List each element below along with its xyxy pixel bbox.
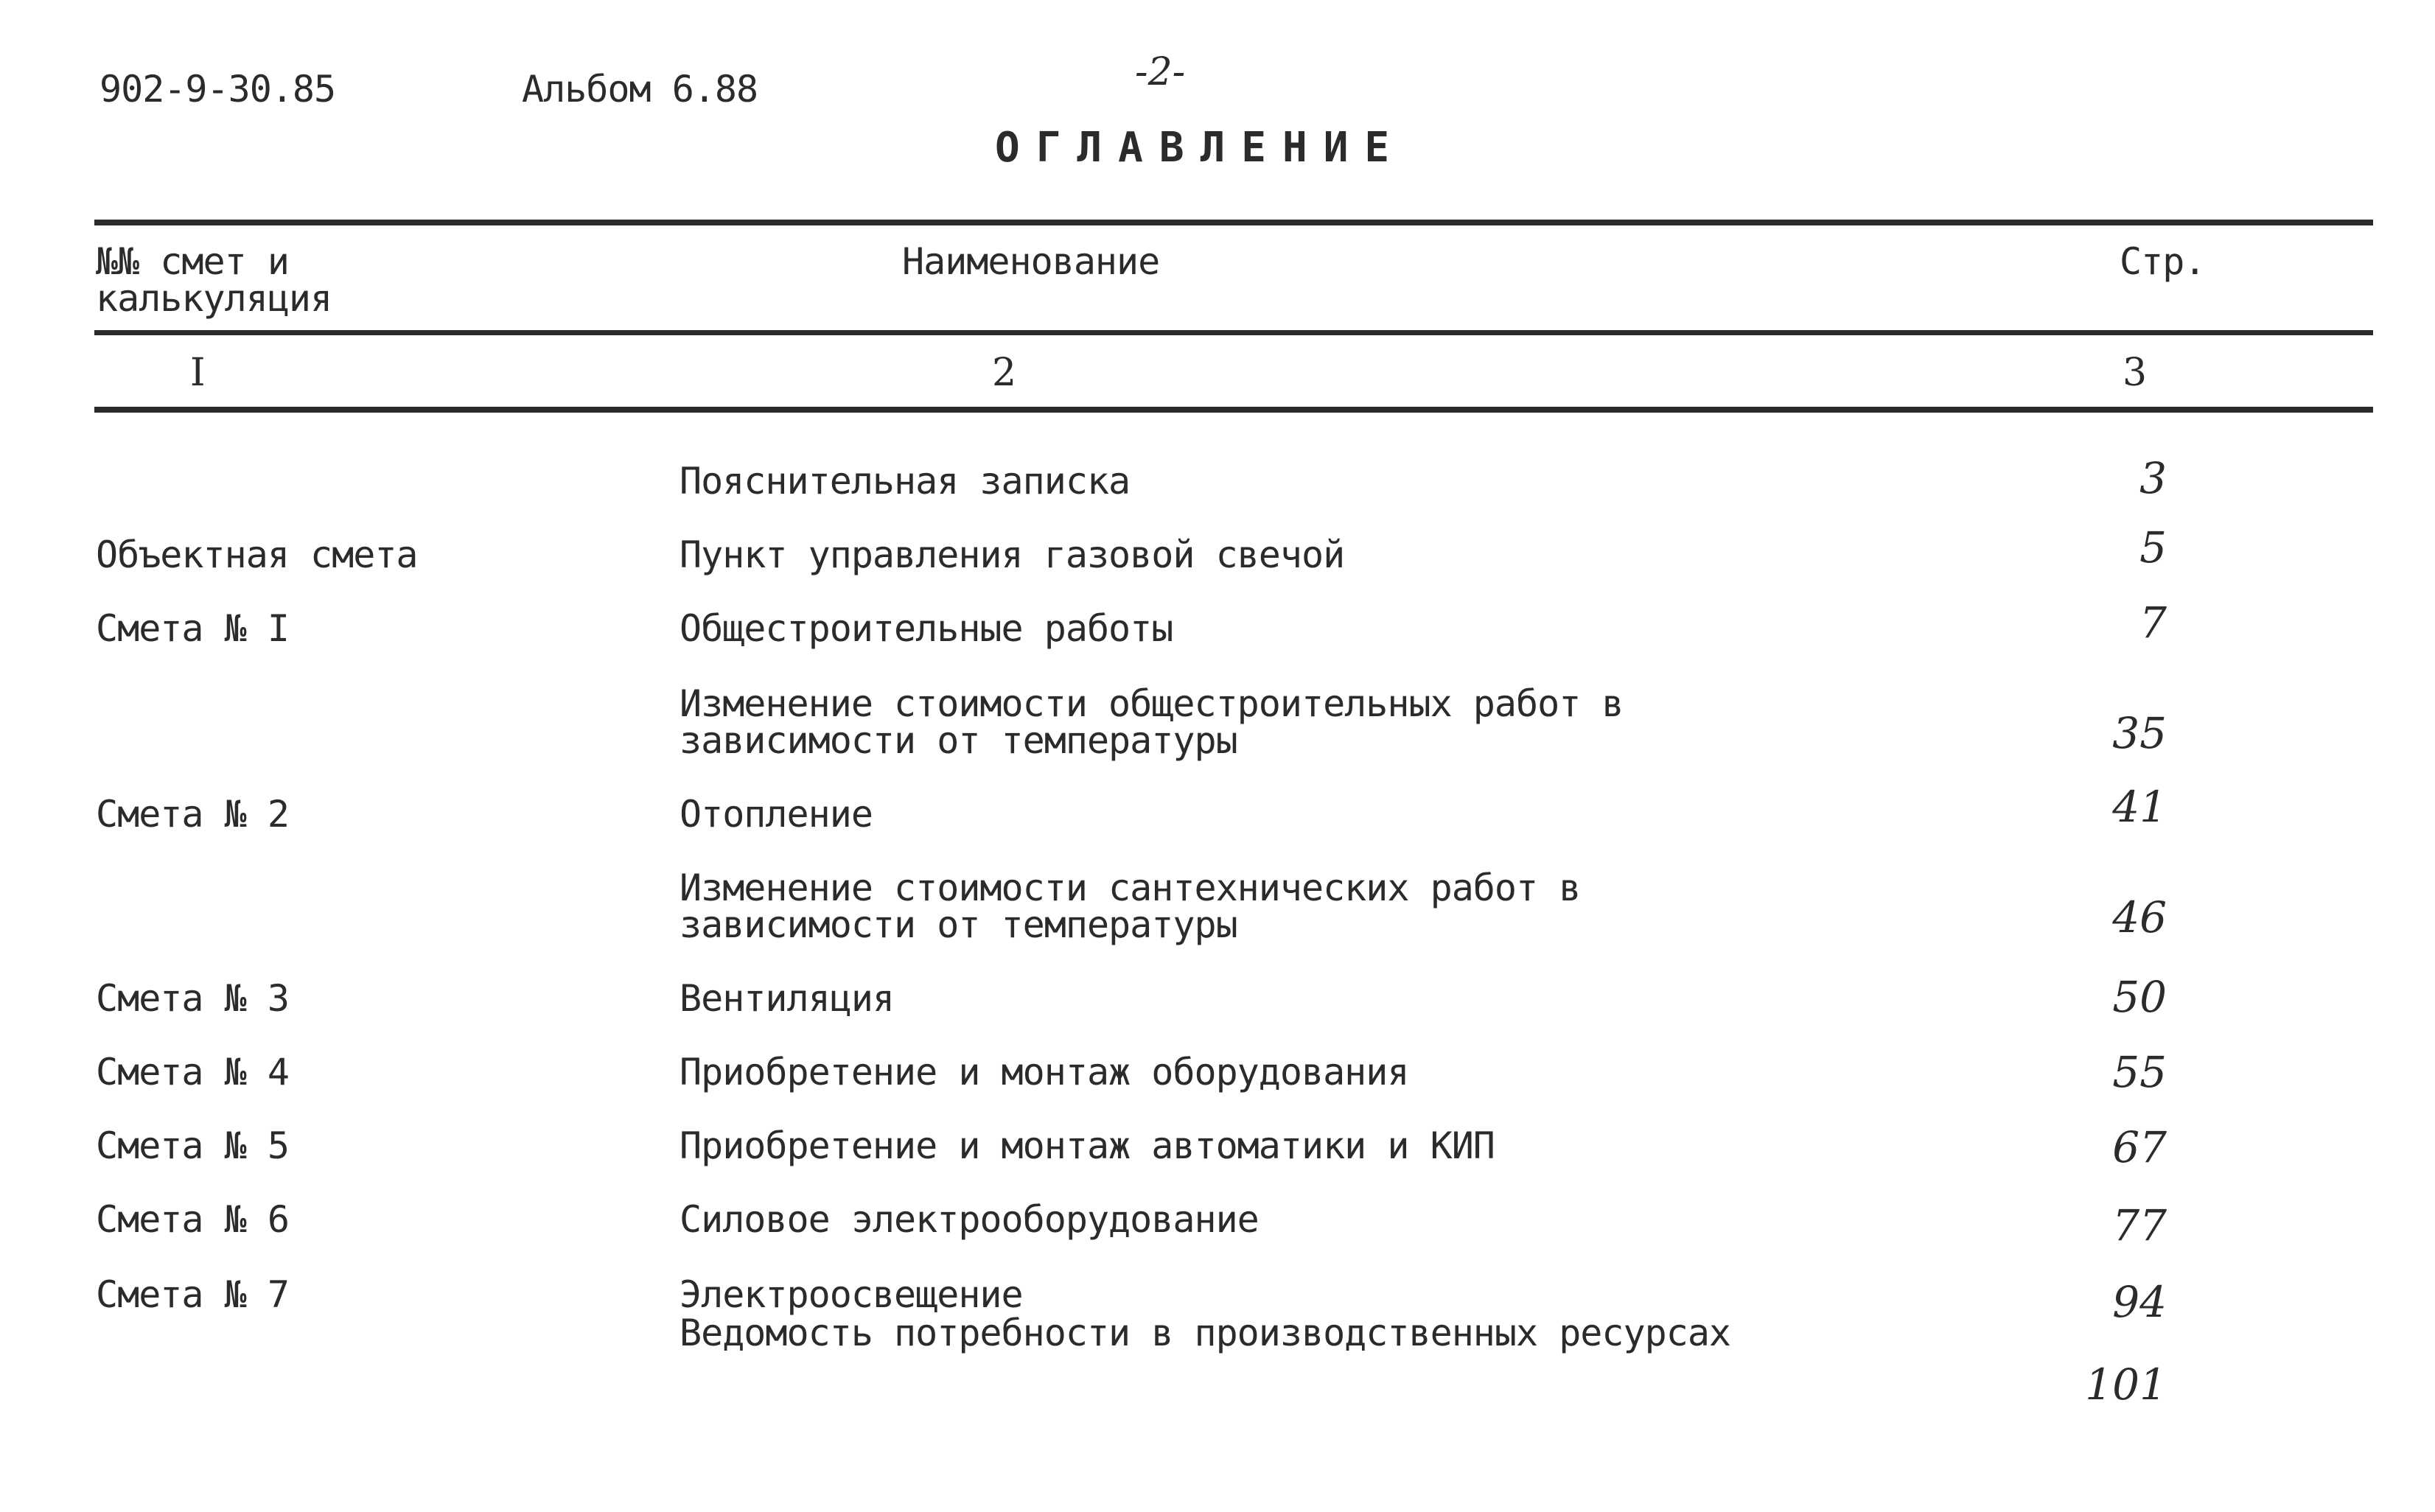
column-number-1: I	[190, 351, 206, 395]
row-page: 50	[2112, 972, 2167, 1022]
row-ref: Смета № I	[96, 607, 289, 650]
column-number-3: 3	[2123, 351, 2148, 395]
row-page: 101	[2085, 1359, 2167, 1410]
column-header-name: Наименование	[902, 240, 1160, 283]
row-page: 55	[2112, 1047, 2167, 1097]
row-name: Пункт управления газовой свечой	[680, 533, 1345, 576]
row-page: 3	[2139, 453, 2167, 503]
row-page: 41	[2112, 782, 2167, 832]
row-ref: Смета № 2	[96, 793, 289, 836]
header-bottom-rule	[94, 407, 2373, 413]
row-name: Приобретение и монтаж оборудования	[680, 1051, 1409, 1093]
column-header-page: Стр.	[2120, 240, 2206, 283]
row-page: 35	[2112, 708, 2167, 758]
row-name: Вентиляция	[680, 977, 895, 1020]
row-page: 77	[2112, 1200, 2167, 1250]
row-page: 7	[2139, 598, 2167, 648]
row-name: Изменение стоимости сантехнических работ в зависимости от температуры	[680, 867, 1581, 946]
page-title: ОГЛАВЛЕНИЕ	[995, 124, 1406, 172]
row-name: Силовое электрооборудование	[680, 1198, 1259, 1241]
row-ref: Смета № 7	[96, 1273, 289, 1316]
column-number-2: 2	[992, 351, 1017, 395]
row-name: Пояснительная записка	[680, 460, 1131, 503]
row-ref: Смета № 5	[96, 1124, 289, 1167]
row-page: 94	[2112, 1277, 2167, 1327]
row-ref: Смета № 6	[96, 1198, 289, 1241]
page-number: -2-	[1135, 50, 1186, 94]
row-page: 46	[2112, 892, 2167, 942]
row-page: 67	[2112, 1122, 2167, 1172]
album-number: Альбом 6.88	[522, 68, 758, 111]
row-name: Ведомость потребности в производственных ресурсах	[680, 1312, 1731, 1354]
row-name: Отопление	[680, 793, 873, 836]
header-divider-rule	[94, 330, 2373, 335]
row-name: Общестроительные работы	[680, 607, 1173, 650]
row-ref: Смета № 4	[96, 1051, 289, 1093]
row-ref: Объектная смета	[96, 533, 418, 576]
row-name: Изменение стоимости общестроительных работ в зависимости от температуры	[680, 682, 1624, 762]
document-code: 902-9-30.85	[99, 68, 336, 111]
table-top-rule	[94, 220, 2373, 225]
column-header-ref: №№ смет и калькуляция	[96, 240, 332, 320]
row-ref: Смета № 3	[96, 977, 289, 1020]
row-name: Электроосвещение	[680, 1273, 1023, 1316]
row-name: Приобретение и монтаж автоматики и КИП	[680, 1124, 1495, 1167]
row-page: 5	[2139, 522, 2167, 573]
